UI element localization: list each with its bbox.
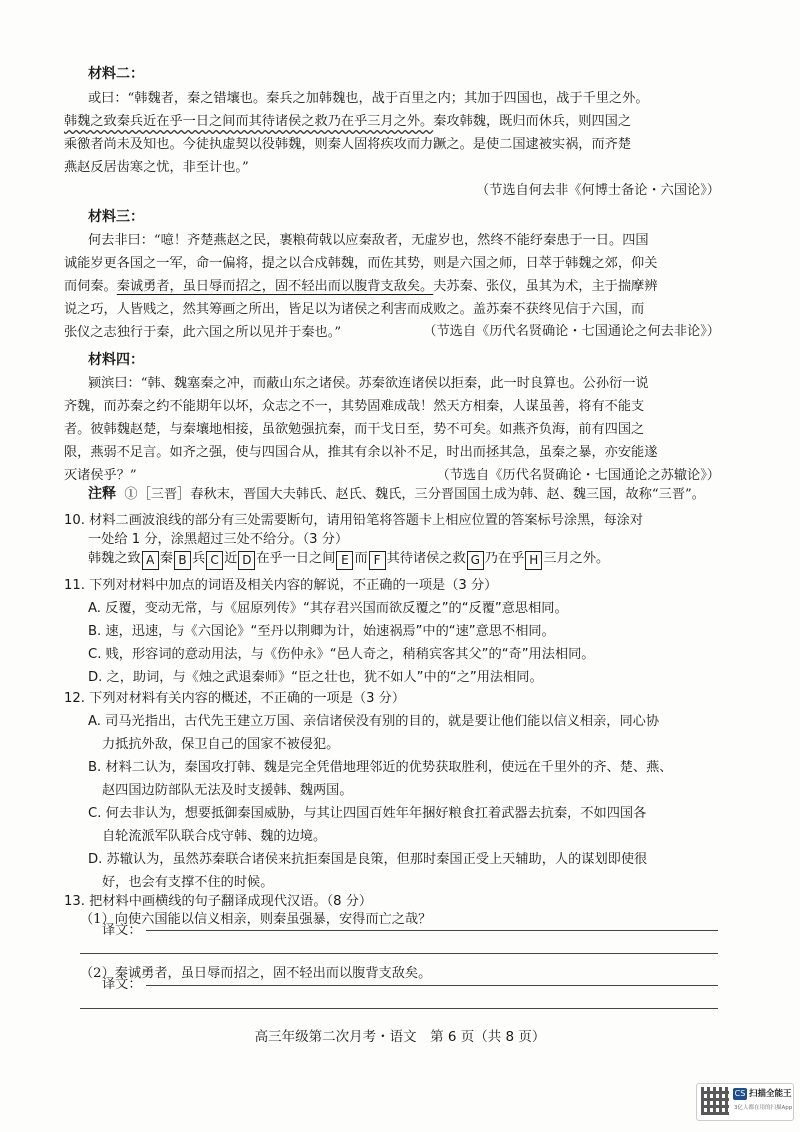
question-10-options: 韩魏之致 A 秦 B 兵 C 近 D 在乎一日之间 E 而 F 其待诸侯之救 G 乃在乎 H 三月之外。	[88, 547, 609, 570]
page-footer: 高三年级第二次月考・语文 第 6 页（共 8 页）	[254, 1029, 546, 1045]
material-2-line: 韩魏之致秦兵近在乎一日之间而其待诸侯之救乃在乎三月之外。秦攻韩魏，既归而休兵，则四国之	[64, 114, 632, 129]
scanner-watermark	[696, 1083, 794, 1121]
material-4-line: 限，燕弱不足言。如齐之强，使与四国合从，推其有余以补不足，时出而拯其急，虽秦之暴，亦安能遂	[64, 445, 658, 460]
question-12-option-a[interactable]: A. 司马光指出，古代先王建立万国、亲信诸侯没有别的目的，就是要让他们能以信义相亲，同心协	[88, 714, 660, 729]
material-2-line: 乘徼者尚未及知也。今徒执虚契以役韩魏，则秦人固将疾攻而力蹶之。是使二国逮被实祸，而齐楚	[64, 137, 632, 152]
question-13-stem: 13. 把材料中画横线的句子翻译成现代汉语。（8 分）	[64, 894, 373, 909]
material-4-line: 齐魏，而苏秦之约不能期年以坏，众志之不一，其势固难成哉！然天方相秦，人谋虽善，将有不能支	[64, 399, 645, 414]
material-3-line: 何去非曰：“噫！齐楚燕赵之民，裹粮荷戟以应秦敌者，无虚岁也，然终不能纾秦患于一日。四国	[88, 233, 649, 248]
app-tagline: 3亿人都在用的扫描App	[734, 1105, 793, 1111]
material-3-line: 而伺秦。秦诚勇者，虽日辱而招之，固不轻出而以腹背支敌矣。夫苏秦、张仪，虽其为术，主于揣摩辨	[64, 279, 658, 294]
app-name: 扫描全能王	[749, 1089, 792, 1099]
material-4-line: 颍滨曰：“韩、魏塞秦之冲，而蔽山东之诸侯。苏秦欲连诸侯以拒秦，此一时良算也。公孙衍一说	[88, 376, 649, 391]
question-12-option-d[interactable]: D. 苏辙认为，虽然苏秦联合诸侯来抗拒秦国是良策，但那时秦国正受上天辅助，人的谋划即使很	[88, 852, 648, 867]
footnote-label: 注释	[88, 486, 116, 502]
material-4-source: （节选自《历代名贤确论・七国通论之苏辙论》）	[436, 468, 720, 483]
material-3-source: （节选自《历代名贤确论・七国通论之何去非论》）	[423, 324, 720, 339]
answer-box[interactable]: B	[174, 551, 191, 570]
question-11-option-a[interactable]: A. 反覆，变动无常，与《屈原列传》“其存君兴国而欲反覆之”的“反覆”意思相同。	[88, 601, 568, 616]
answer-box[interactable]: E	[336, 551, 353, 570]
footnote: 注释 ①［三晋］春秋末，晋国大夫韩氏、赵氏、魏氏，三分晋国国土成为韩、赵、魏三国，故称“三晋”。	[88, 486, 705, 502]
question-11-option-d[interactable]: D. 之，助词，与《烛之武退秦师》“臣之壮也，犹不如人”中的“之”用法相同。	[88, 670, 543, 685]
question-10-stem: 10. 材料二画波浪线的部分有三处需要断句，请用铅笔将答题卡上相应位置的答案标号涂黑，每涂对	[64, 513, 644, 528]
answer-box[interactable]: A	[142, 551, 159, 570]
material-2-line: 燕赵反居齿寒之忧，非至计也。”	[64, 160, 249, 175]
question-11-option-c[interactable]: C. 贱，形容词的意动用法，与《伤仲永》“邑人奇之，稍稍宾客其父”的“奇”用法相同。	[88, 647, 595, 662]
translation-label: 译文：	[102, 977, 142, 992]
translation-label: 译文：	[102, 923, 142, 938]
question-12-stem: 12. 下列对材料有关内容的概述，不正确的一项是（3 分）	[64, 691, 406, 706]
underlined-sentence: 秦诚勇者，虽日辱而招之，固不轻出而以腹背支敌矣。	[116, 279, 434, 294]
material-4-title: 材料四：	[88, 352, 144, 368]
material-3-line: 说之巧，人皆贱之，然其筹画之所出，皆足以为诸侯之利害而成败之。盖苏秦不获终见信于六国，而	[64, 302, 645, 317]
material-2-title: 材料二：	[88, 66, 144, 82]
answer-line[interactable]	[146, 985, 718, 986]
material-4-line: 者。彼韩魏赵楚，与秦壤地相接，虽欲勉强抗秦，而干戈日至，势不可矣。如燕齐负海，前有四国之	[64, 422, 645, 437]
wavy-underlined-sentence: 韩魏之致秦兵近在乎一日之间而其待诸侯之救乃在乎三月之外。	[64, 114, 434, 129]
app-logo-icon: CS	[734, 1089, 746, 1098]
material-2-source: （节选自何去非《何博士备论・六国论》）	[476, 183, 720, 198]
question-12-option-b[interactable]: B. 材料二认为，秦国攻打韩、魏是完全凭借地理邻近的优势获取胜利，使远在千里外的齐、楚、燕、	[88, 760, 673, 775]
material-3-line: 张仪之志独行于秦，此六国之所以见并于秦也。”	[64, 325, 342, 340]
question-12-option-b-cont: 赵四国边防部队无法及时支援韩、魏两国。	[102, 783, 353, 798]
answer-box[interactable]: C	[206, 551, 223, 570]
qr-code-icon	[701, 1087, 729, 1115]
material-3-line: 诚能岁更各国之一军，命一偏将，提之以合戍韩魏，而佐其势，则是六国之师，日萃于韩魏之郊，仰关	[64, 256, 658, 271]
question-13-sentence-2: （2）秦诚勇者，虽日辱而招之，固不轻出而以腹背支敌矣。	[80, 966, 432, 981]
question-12-option-c-cont: 自轮流派军队联合戍守韩、魏的边境。	[102, 829, 327, 844]
question-12-option-a-cont: 力抵抗外敌，保卫自己的国家不被侵犯。	[102, 737, 340, 752]
answer-line[interactable]	[80, 1008, 718, 1009]
question-11-option-b[interactable]: B. 速，迅速，与《六国论》“至丹以荆卿为计，始速祸焉”中的“速”意思不相同。	[88, 624, 555, 639]
material-3-title: 材料三：	[88, 209, 144, 225]
question-10-stem: 一处给 1 分，涂黑超过三处不给分。（3 分）	[88, 532, 349, 547]
answer-box[interactable]: G	[467, 551, 484, 570]
material-4-line: 灭诸侯乎？”	[64, 468, 137, 483]
answer-line[interactable]	[146, 930, 718, 931]
answer-box[interactable]: H	[525, 551, 542, 570]
material-2-line: 或曰：“韩魏者，秦之错壤也。秦兵之加韩魏也，战于百里之内；其加于四国也，战于千里之外。	[88, 91, 649, 106]
question-11-stem: 11. 下列对材料中加点的词语及相关内容的解说，不正确的一项是（3 分）	[64, 578, 498, 593]
answer-line[interactable]	[80, 953, 718, 954]
question-12-option-d-cont: 好，也会有支撑不住的时候。	[102, 875, 274, 890]
question-13-sentence-1: （1）向使六国能以信义相亲，则秦虽强暴，安得而亡之哉？	[80, 912, 432, 927]
answer-box[interactable]: D	[238, 551, 255, 570]
question-12-option-c[interactable]: C. 何去非认为，想要抵御秦国威胁，与其让四国百姓年年捆好粮食扛着武器去抗秦，不如四国各	[88, 806, 647, 821]
answer-box[interactable]: F	[369, 551, 386, 570]
